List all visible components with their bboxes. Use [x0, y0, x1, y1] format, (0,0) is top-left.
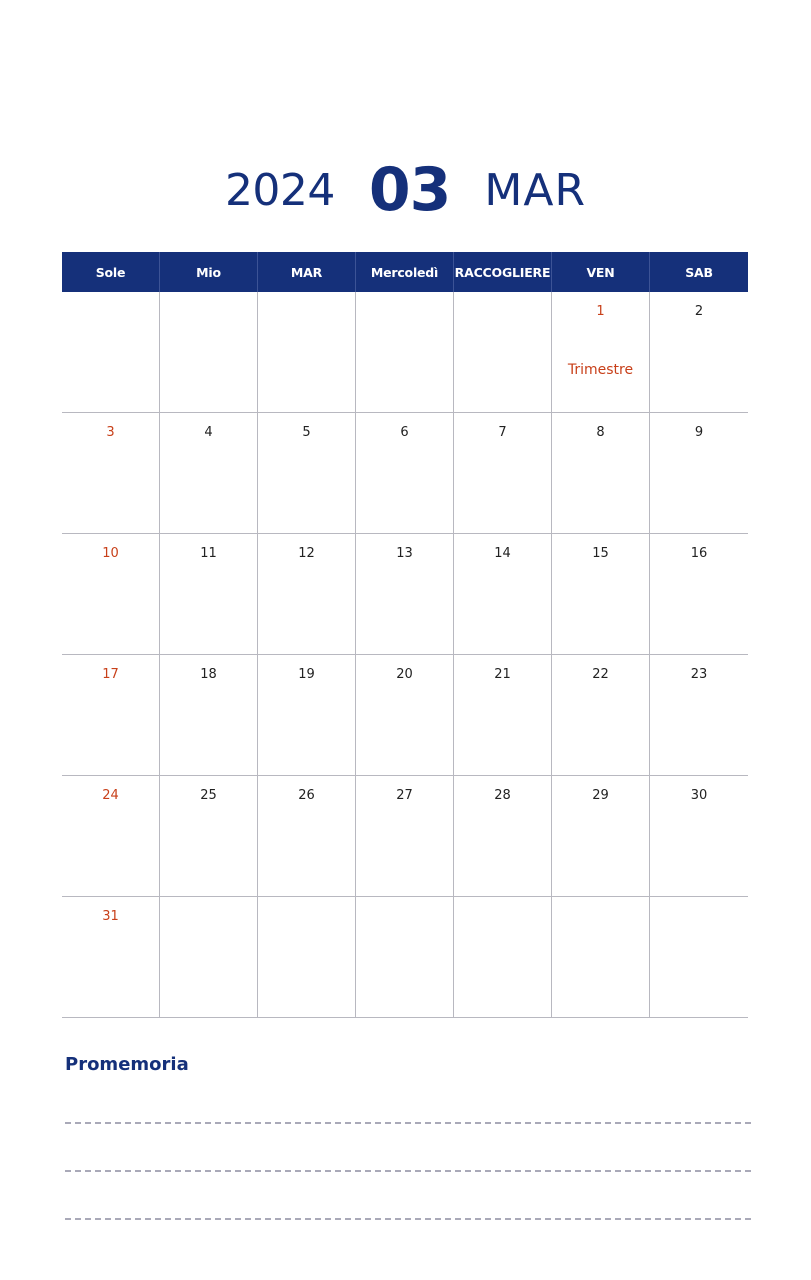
- day-number: 15: [592, 546, 609, 561]
- day-number: 3: [106, 425, 115, 440]
- day-cell[interactable]: [62, 897, 160, 1017]
- week-row: [62, 655, 748, 776]
- weekday-header: [62, 252, 748, 292]
- day-cell[interactable]: [552, 655, 650, 775]
- month-number: 03: [368, 155, 451, 225]
- week-row: [62, 534, 748, 655]
- day-cell[interactable]: [356, 897, 454, 1017]
- day-number: 26: [298, 788, 315, 803]
- day-cell[interactable]: [552, 776, 650, 896]
- day-cell[interactable]: [160, 776, 258, 896]
- day-number: 9: [694, 425, 704, 440]
- day-number: 8: [596, 425, 605, 440]
- day-cell[interactable]: [552, 897, 650, 1017]
- day-cell[interactable]: [160, 292, 258, 412]
- day-cell[interactable]: [650, 897, 748, 1017]
- calendar-grid: [62, 252, 748, 1018]
- day-cell[interactable]: [160, 534, 258, 654]
- day-cell[interactable]: [650, 776, 748, 896]
- notes-line[interactable]: [65, 1170, 751, 1172]
- day-cell[interactable]: [160, 413, 258, 533]
- weekday-wednesday: Mercoledì: [356, 252, 454, 292]
- day-cell[interactable]: [552, 292, 650, 412]
- day-cell[interactable]: [258, 655, 356, 775]
- weekday-monday: Mio: [160, 252, 258, 292]
- day-number: 1: [596, 304, 605, 319]
- day-cell[interactable]: [650, 534, 748, 654]
- day-number: 23: [690, 667, 708, 682]
- day-cell[interactable]: [454, 897, 552, 1017]
- week-row: [62, 776, 748, 897]
- day-cell[interactable]: [454, 292, 552, 412]
- day-number: 30: [690, 788, 708, 803]
- day-number: 12: [298, 546, 315, 561]
- day-number: 27: [396, 788, 413, 803]
- year-label: 2024: [224, 164, 335, 216]
- weekday-tuesday: MAR: [258, 252, 356, 292]
- day-cell[interactable]: [62, 776, 160, 896]
- day-cell[interactable]: [356, 655, 454, 775]
- week-row: [62, 413, 748, 534]
- day-cell[interactable]: [650, 655, 748, 775]
- month-name: MAR: [484, 164, 587, 216]
- day-number: 5: [302, 425, 311, 440]
- day-number: 7: [498, 425, 507, 440]
- day-number: 21: [494, 667, 511, 682]
- day-number: 2: [694, 304, 704, 319]
- day-cell[interactable]: [258, 413, 356, 533]
- day-cell[interactable]: [258, 776, 356, 896]
- weekday-saturday: SAB: [685, 264, 713, 280]
- day-cell[interactable]: [62, 655, 160, 775]
- day-number: 14: [494, 546, 511, 561]
- notes-line[interactable]: [65, 1218, 751, 1220]
- day-cell[interactable]: [62, 413, 160, 533]
- day-cell[interactable]: [650, 292, 748, 412]
- calendar-title: [0, 150, 811, 230]
- day-number: 4: [204, 425, 213, 440]
- day-cell[interactable]: [160, 655, 258, 775]
- notes-title: Promemoria: [65, 1054, 189, 1075]
- weekday-sunday: Sole: [62, 252, 160, 292]
- notes-line[interactable]: [65, 1122, 751, 1124]
- day-number: 20: [396, 667, 413, 682]
- week-row: [62, 292, 748, 413]
- day-cell[interactable]: [454, 534, 552, 654]
- weekday-friday: VEN: [552, 252, 650, 292]
- day-number: 24: [102, 788, 119, 803]
- day-number: 16: [690, 546, 708, 561]
- holiday-label: Trimestre: [567, 362, 634, 378]
- day-number: 31: [102, 909, 119, 924]
- day-cell[interactable]: [62, 534, 160, 654]
- day-cell[interactable]: [62, 292, 160, 412]
- day-cell[interactable]: [160, 897, 258, 1017]
- weekday-thursday: RACCOGLIERE: [454, 252, 552, 292]
- day-cell[interactable]: [454, 413, 552, 533]
- day-cell[interactable]: [258, 897, 356, 1017]
- day-number: 29: [592, 788, 609, 803]
- day-number: 10: [102, 546, 119, 561]
- day-cell[interactable]: [356, 413, 454, 533]
- day-number: 25: [200, 788, 217, 803]
- day-number: 28: [494, 788, 511, 803]
- day-number: 22: [592, 667, 609, 682]
- day-number: 11: [200, 546, 217, 561]
- day-cell[interactable]: [258, 534, 356, 654]
- day-number: 18: [200, 667, 217, 682]
- day-cell[interactable]: [356, 534, 454, 654]
- day-number: 19: [298, 667, 315, 682]
- day-number: 13: [396, 546, 413, 561]
- day-number: 17: [102, 667, 119, 682]
- day-cell[interactable]: [552, 534, 650, 654]
- day-cell[interactable]: [650, 413, 748, 533]
- day-cell[interactable]: [356, 776, 454, 896]
- day-cell[interactable]: [454, 776, 552, 896]
- day-cell[interactable]: [356, 292, 454, 412]
- week-row: [62, 897, 748, 1018]
- day-cell[interactable]: [258, 292, 356, 412]
- day-number: 6: [400, 425, 409, 440]
- day-cell[interactable]: [454, 655, 552, 775]
- day-cell[interactable]: [552, 413, 650, 533]
